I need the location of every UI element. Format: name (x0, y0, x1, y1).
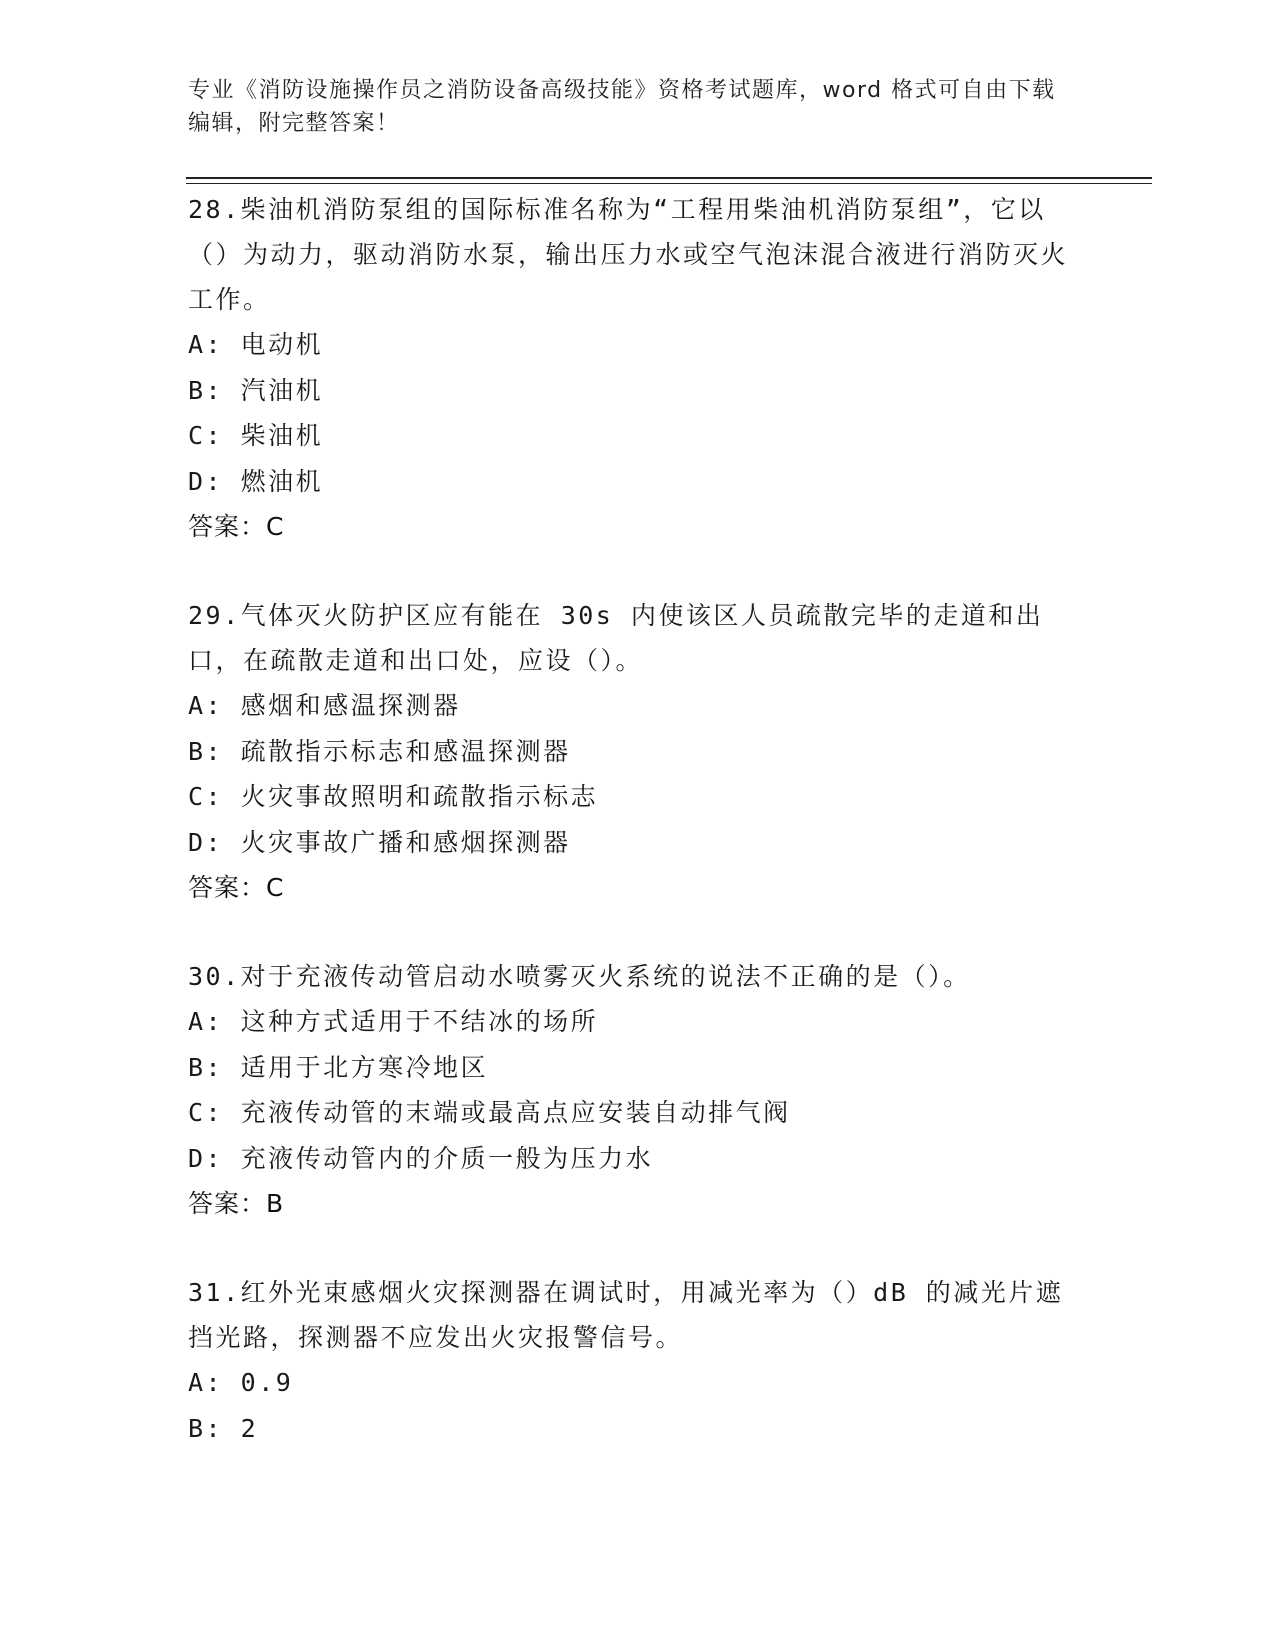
document-intro: 专业《消防设施操作员之消防设备高级技能》资格考试题库，word 格式可自由下载编辑，附完整答案！ (188, 78, 1056, 136)
question-text: 31.红外光束感烟火灾探测器在调试时，用减光率为（）dB 的减光片遮挡光路，探测器不应发出火灾报警信号。 (188, 1278, 1064, 1352)
option-a: A: 0.9 (188, 1368, 294, 1397)
question-28 (188, 187, 1088, 549)
question-30 (188, 954, 1088, 1226)
question-text: 30.对于充液传动管启动水喷雾灭火系统的说法不正确的是（）。 (188, 962, 971, 991)
option-d: D: 充液传动管内的介质一般为压力水 (188, 1143, 654, 1173)
question-list (188, 187, 1088, 1495)
answer-line: 答案：B (188, 1189, 285, 1218)
answer-line: 答案：C (188, 512, 285, 541)
option-a: A: 电动机 (188, 330, 324, 359)
option-c: C: 火灾事故照明和疏散指示标志 (188, 782, 599, 811)
option-d: D: 火灾事故广播和感烟探测器 (188, 827, 571, 857)
option-b: B: 汽油机 (188, 375, 324, 405)
option-b: B: 2 (188, 1413, 259, 1443)
question-text: 28.柴油机消防泵组的国际标准名称为“工程用柴油机消防泵组”，它以（）为动力，驱动消防水泵，输出压力水或空气泡沫混合液进行消防灭火工作。 (188, 195, 1069, 314)
option-b: B: 适用于北方寒冷地区 (188, 1052, 489, 1082)
option-b: B: 疏散指示标志和感温探测器 (188, 736, 571, 766)
option-a: A: 这种方式适用于不结冰的场所 (188, 1007, 599, 1036)
question-text: 29.气体灭火防护区应有能在 30s 内使该区人员疏散完毕的走道和出口，在疏散走道和出口处，应设（）。 (188, 601, 1044, 675)
answer-line: 答案：C (188, 873, 285, 902)
question-31 (188, 1270, 1088, 1451)
option-c: C: 充液传动管的末端或最高点应安装自动排气阀 (188, 1098, 791, 1127)
option-d: D: 燃油机 (188, 466, 324, 496)
option-a: A: 感烟和感温探测器 (188, 691, 461, 720)
option-c: C: 柴油机 (188, 421, 324, 450)
header-divider-thick (186, 177, 1152, 179)
header-divider-thin (186, 183, 1152, 184)
question-29 (188, 593, 1088, 910)
